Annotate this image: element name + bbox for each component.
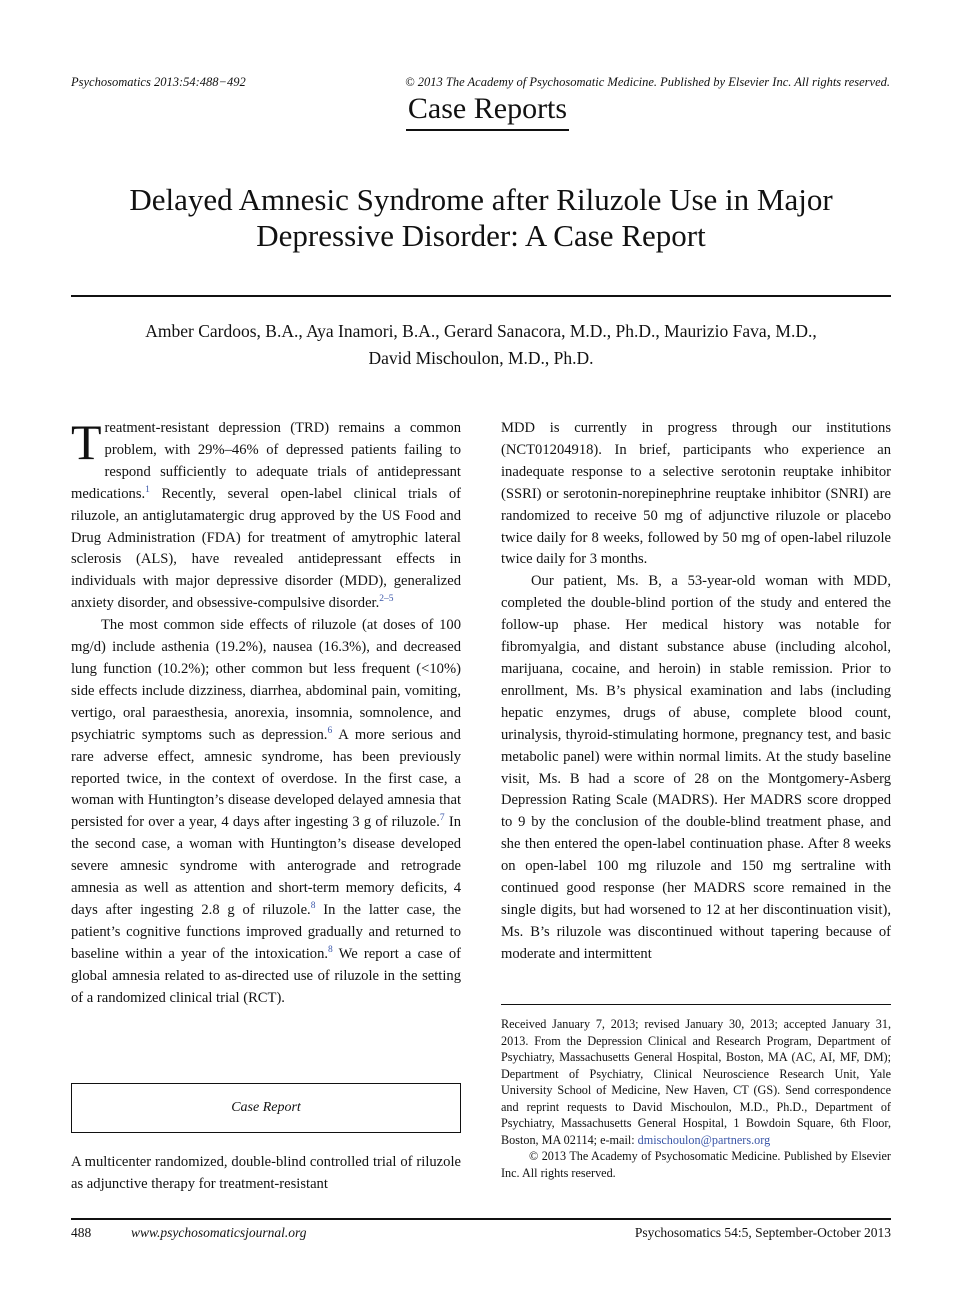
section-label [0,92,975,131]
case-report-heading-box [71,1083,461,1133]
authors-line-1: Amber Cardoos, B.A., Aya Inamori, B.A., Gerard Sanacora, M.D., Ph.D., Maurizio Fava, M.D., [145,321,817,341]
side-effects-text-d: In the latter case, the patient’s cognitive functions improved gradually and returned to baseline within a year of the intoxication. [71,901,462,962]
intro-text-a: reatment-resistant depression (TRD) remains a common problem, with 29%–46% of depressed patients failing to respond sufficiently to adequate trials of antidepressant medications. [71,420,461,502]
title-divider [71,295,891,297]
side-effects-text-e: We report a case of global amnesia related to as-directed use of riluzole in the setting of a randomized clinical trial (RCT). [71,945,462,1006]
ref-link[interactable]: 6 [327,725,333,736]
title-line-1: Delayed Amnesic Syndrome after Riluzole Use in Major [129,182,833,217]
page-number: 488 [71,1225,92,1240]
footnote-text: Received January 7, 2013; revised January 30, 2013; accepted January 31, 2013. From the Depression Clinical and Research Program, Department of Psychiatry, Massachusetts General Hospital, Boston, MA (AC, AI, MF, DM); Department of Psychiatry, Clinical Neuroscience Research Unit, Yale University School of Medicine, New Haven, CT (GS). Send correspondence and reprint requests to David Mischoulon, M.D., Ph.D., Department of Psychiatry, Massachusetts General Hospital, 1 Bowdoin Square, 6th Floor, Boston, MA 02114; e-mail: [501,1017,891,1147]
case-report-heading: Case Report [231,1100,301,1115]
side-effects-text-b: A more serious and rare adverse effect, amnesic syndrome, has been previously reported twice, in the context of overdose. In the first case, a woman with Huntington’s disease developed delayed amnesia that persisted for over a year, 4 days after ingesting 3 g of riluzole. [71,726,461,831]
case-report-paragraph: A multicenter randomized, double-blind controlled trial of riluzole as adjunctive therapy for treatment-resistant [71,1154,461,1192]
footnote-received [501,1016,891,1148]
title-line-2: Depressive Disorder: A Case Report [256,218,706,253]
side-effects-text-a: The most common side effects of riluzole (at doses of 100 mg/d) include asthenia (19.2%), nausea (16.3%), and decreased lung function (10.2%); other common but less frequent (<10%) side effects include dizziness, diarrhea, abdominal pain, vomiting, vertigo, oral paraesthesia, anorexia, insomnia, somnolence, and psychiatric symptoms such as depression. [71,617,461,743]
drop-cap: T [71,414,102,470]
trial-description-paragraph: MDD is currently in progress through our institutions (NCT01204918). In brief, participants who experience an inadequate response to a selective serotonin reuptake inhibitor (SSRI) or serotonin-norepinephrine reuptake inhibitor (SNRI) are randomized to receive 50 mg of adjunctive riluzole or placebo twice daily for 8 weeks, followed by 50 mg of open-label riluzole twice daily for 3 months. [501,420,891,568]
issue-info: Psychosomatics 54:5, September-October 2013 [634,1225,891,1240]
footnote-divider [501,1004,891,1005]
author-list [71,318,891,372]
intro-paragraph [71,414,461,615]
ref-link[interactable]: 8 [328,944,333,955]
journal-url[interactable]: www.psychosomaticsjournal.org [131,1225,307,1240]
patient-history-paragraph: Our patient, Ms. B, a 53-year-old woman with MDD, completed the double-blind portion of the study and entered the follow-up phase. Her medical history was notable for fibromyalgia, and distant substance abuse (including alcohol, marijuana, cocaine, and heroin) in stable remission. Prior to enrollment, Ms. B’s physical examination and labs (including hepatic enzymes, drugs of abuse, complete blood count, urinalysis, thyroid-stimulating hormone, pregnancy test, and basic metabolic panel) were within normal limits. At the study baseline visit, Ms. B had a score of 28 on the Montgomery-Asberg Depression Rating Scale (MADRS). Her MADRS score dropped to 9 by the conclusion of the double-blind treatment phase, and she then entered the open-label continuation phase. After 8 weeks on open-label 100 mg riluzole and 150 mg sertraline with continued good response (her MADRS score remained in the single digits, but had worsened to 12 at her discontinuation visit), Ms. B’s riluzole was discontinued without tapering because of moderate and intermittent [501,573,891,962]
ref-link[interactable]: 2–5 [379,594,394,605]
ref-link[interactable]: 1 [145,484,150,495]
article-title [71,182,891,254]
side-effects-paragraph [71,615,461,1009]
footnote-copyright: © 2013 The Academy of Psychosomatic Medicine. Published by Elsevier Inc. All rights reserved. [501,1149,891,1180]
running-header-copyright: © 2013 The Academy of Psychosomatic Medicine. Published by Elsevier Inc. All rights reserved. [405,75,890,89]
case-report-text [71,1152,461,1196]
right-column [501,418,891,966]
footer-divider [71,1218,891,1220]
side-effects-text-c: In the second case, a woman with Huntington’s disease developed severe amnesic syndrome with anterograde and retrograde amnesia as well as attention and short-term memory deficits, 4 days after ingesting 2.8 g of riluzole. [71,814,461,918]
intro-text-b: Recently, several open-label clinical trials of riluzole, an antiglutamatergic drug approved by the US Food and Drug Administration (FDA) for treatment of amytrophic lateral sclerosis (ALS), have revealed antidepressant effects in individuals with major depressive disorder (MDD), generalized anxiety disorder, and obsessive-compulsive disorder. [71,485,461,612]
running-header-journal-ref: Psychosomatics 2013:54:488−492 [71,75,246,89]
ref-link[interactable]: 7 [439,813,445,824]
email-link[interactable]: dmischoulon@partners.org [637,1132,771,1147]
footnote-block [501,1016,891,1181]
section-label-text: Case Reports [406,92,569,131]
ref-link[interactable]: 8 [310,901,316,912]
left-column [71,414,462,1009]
authors-line-2: David Mischoulon, M.D., Ph.D. [368,348,594,368]
